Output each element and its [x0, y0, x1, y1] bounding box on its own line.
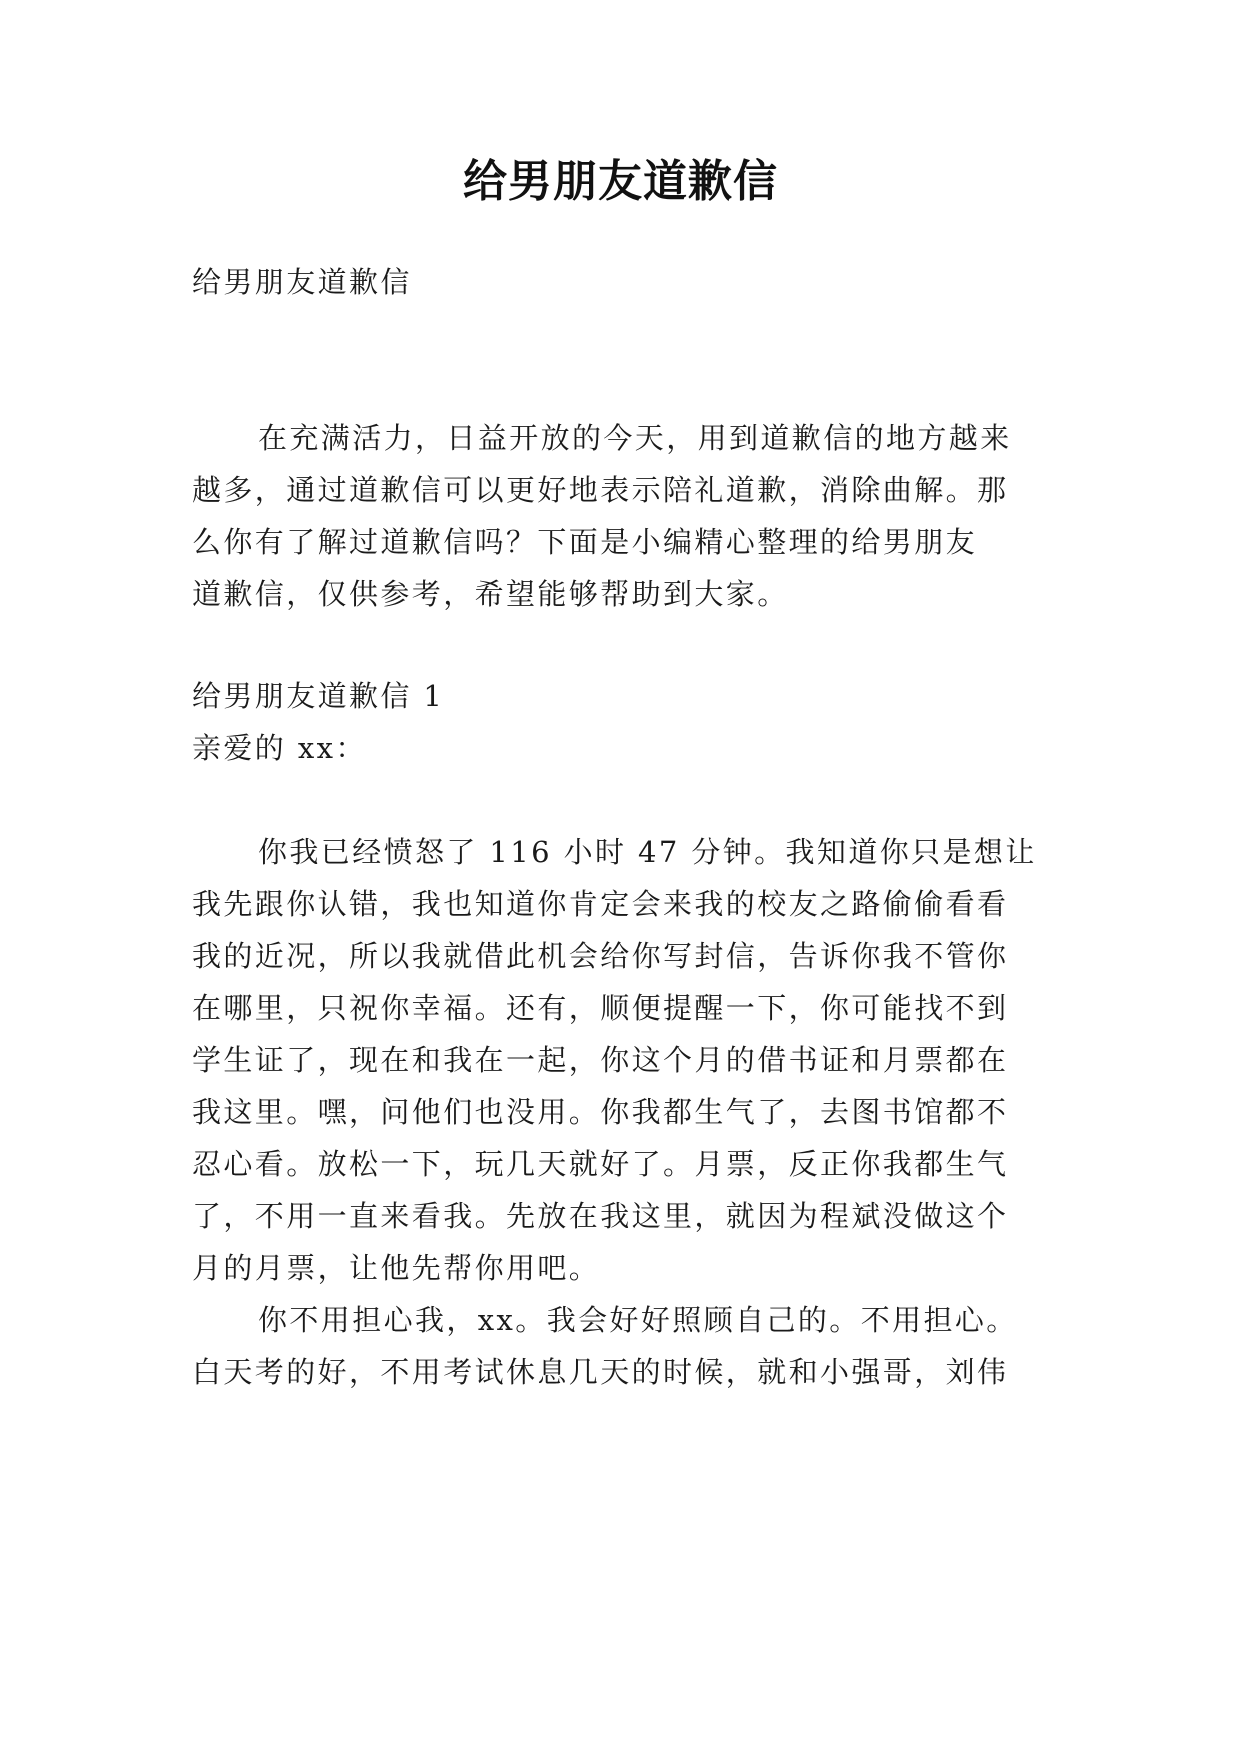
paragraph-line: 了，不用一直来看我。先放在我这里，就因为程斌没做这个 [192, 1199, 1009, 1233]
intro-line: 在充满活力，日益开放的今天，用到道歉信的地方越来 [258, 421, 1012, 455]
intro-line: 道歉信，仅供参考，希望能够帮助到大家。 [192, 577, 789, 611]
paragraph-line: 我这里。嘿，问他们也没用。你我都生气了，去图书馆都不 [192, 1095, 1009, 1129]
paragraph-line: 忍心看。放松一下，玩几天就好了。月票，反正你我都生气 [192, 1147, 1009, 1181]
paragraph-line: 月的月票，让他先帮你用吧。 [192, 1251, 601, 1285]
salutation: 亲爱的 xx： [192, 731, 367, 765]
paragraph-line: 学生证了，现在和我在一起，你这个月的借书证和月票都在 [192, 1043, 1009, 1077]
letter-heading: 给男朋友道歉信 1 [192, 679, 445, 713]
paragraph-line: 你我已经愤怒了 116 小时 47 分钟。我知道你只是想让 [258, 835, 1037, 869]
subtitle: 给男朋友道歉信 [192, 265, 412, 299]
intro-line: 越多，通过道歉信可以更好地表示陪礼道歉，消除曲解。那 [192, 473, 1009, 507]
paragraph-line: 我的近况，所以我就借此机会给你写封信，告诉你我不管你 [192, 939, 1009, 973]
paragraph-line: 在哪里，只祝你幸福。还有，顺便提醒一下，你可能找不到 [192, 991, 1009, 1025]
intro-line: 么你有了解过道歉信吗？下面是小编精心整理的给男朋友 [192, 525, 978, 559]
paragraph-line: 我先跟你认错，我也知道你肯定会来我的校友之路偷偷看看 [192, 887, 1009, 921]
document-title: 给男朋友道歉信 [463, 156, 778, 207]
paragraph-line: 白天考的好，不用考试休息几天的时候，就和小强哥，刘伟 [192, 1355, 1009, 1389]
paragraph-line: 你不用担心我，xx。我会好好照顾自己的。不用担心。 [258, 1303, 1018, 1337]
